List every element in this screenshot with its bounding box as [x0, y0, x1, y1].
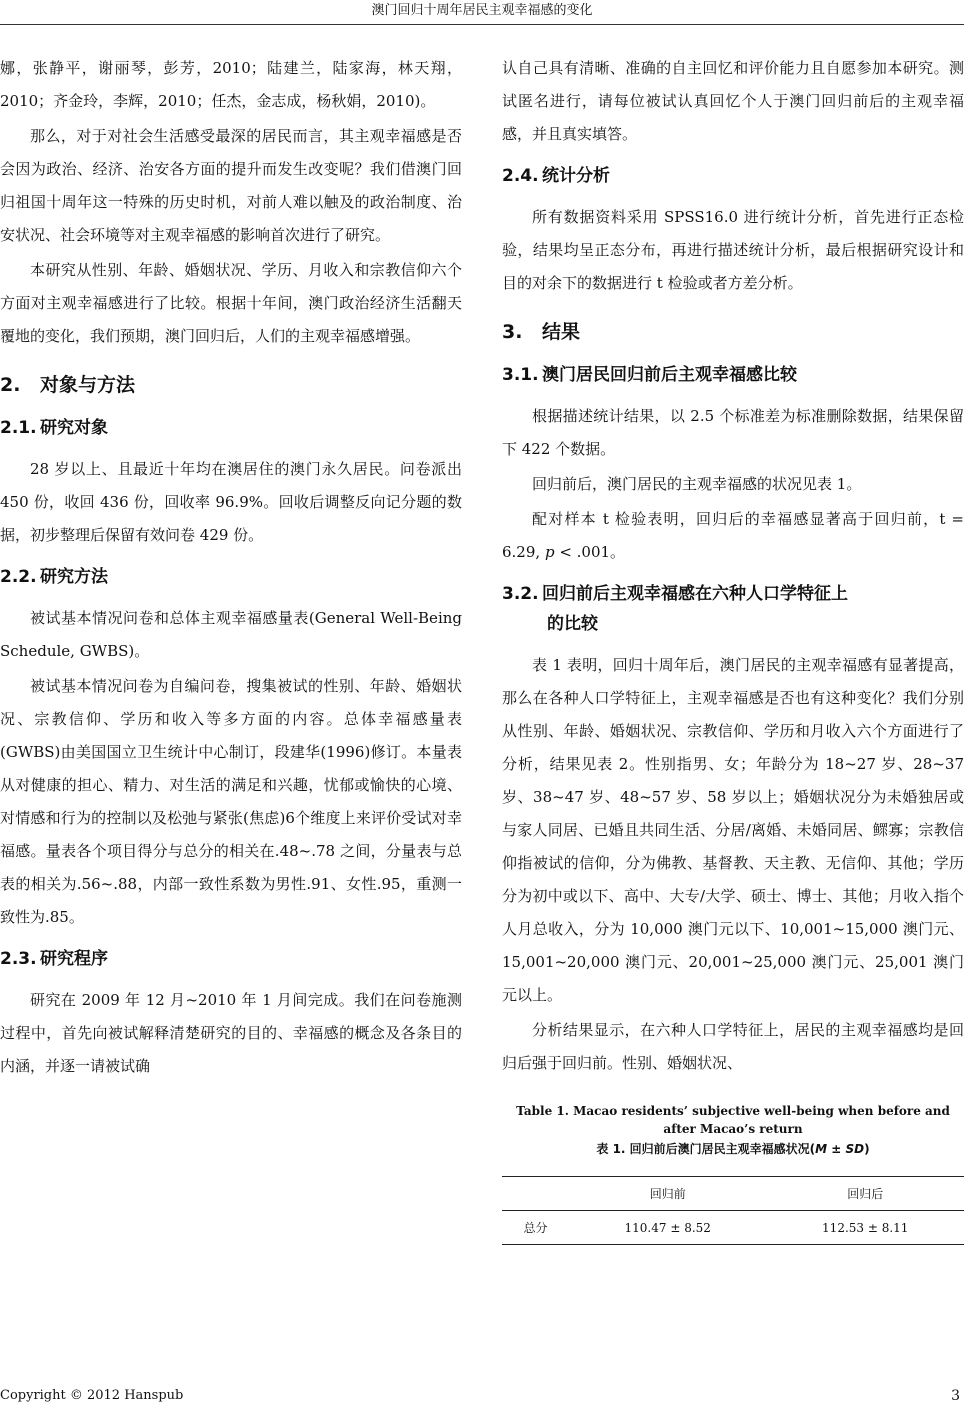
subsection-title-continued: 的比较	[547, 614, 598, 634]
caption-mean-symbol: M	[815, 1142, 828, 1156]
subsection-number: 2.2.	[0, 567, 37, 587]
subsection-heading	[0, 562, 462, 592]
paragraph: 被试基本情况问卷和总体主观幸福感量表(General Well-Being Schedule, GWBS)。	[0, 609, 462, 660]
subsection-title: 研究程序	[40, 949, 108, 969]
subsection-title: 研究对象	[40, 418, 108, 438]
paragraph: 所有数据资料采用 SPSS16.0 进行统计分析，首先进行正态检验，结果均呈正态分布，再进行描述统计分析，最后根据研究设计和目的对余下的数据进行 t 检验或者方差分析。	[502, 208, 964, 292]
page-number: 3	[951, 1388, 960, 1404]
subsection-number: 2.1.	[0, 418, 37, 438]
running-head: 澳门回归十周年居民主观幸福感的变化	[371, 3, 593, 18]
caption-plusminus: ±	[827, 1142, 846, 1156]
paragraph: 根据描述统计结果，以 2.5 个标准差为标准删除数据，结果保留下 422 个数据。	[502, 407, 964, 458]
caption-text: 表 1. 回归前后澳门居民主观幸福感状况	[596, 1142, 810, 1156]
paragraph: 回归前后，澳门居民的主观幸福感的状况见表 1。	[532, 475, 862, 493]
copyright-notice: Copyright © 2012 Hanspub	[0, 1388, 184, 1403]
subsection-heading	[502, 360, 964, 390]
p-symbol: p	[544, 543, 555, 561]
left-column	[0, 52, 462, 1085]
subsection-title: 统计分析	[542, 166, 610, 186]
subsection-heading	[0, 413, 462, 443]
subsection-heading	[502, 579, 964, 639]
table-header-cell: 回归前	[649, 1187, 686, 1201]
table-cell: 110.47 ± 8.52	[624, 1220, 711, 1235]
subsection-title: 研究方法	[40, 567, 108, 587]
paragraph: 表 1 表明，回归十周年后，澳门居民的主观幸福感有显著提高，那么在各种人口学特征上，主观幸福感是否也有这种变化？我们分别从性别、年龄、婚姻状况、宗教信仰、学历和月收入六个方面进行了分析，结果见表 2。性别指男、女；年龄分为 18~27 岁、28~37 岁、38~47 岁、48~57 岁、58 岁以上；婚姻状况分为未婚独居或与家人同居、已婚且共同生活、分居/离婚、未婚同居、鳏寡；宗教信仰指被试的信仰，分为佛教、基督教、天主教、无信仰、其他；学历分为初中或以下、高中、大专/大学、硕士、博士、其他；月收入指个人月总收入，分为 10,000 澳门元以下、10,001~15,000 澳门元、15,001~20,000 澳门元、20,001~25,000 澳门元、25,001 澳门元以上。	[502, 656, 964, 1004]
paragraph: 被试基本情况问卷为自编问卷，搜集被试的性别、年龄、婚姻状况、宗教信仰、学历和收入等多方面的内容。总体幸福感量表(GWBS)由美国国立卫生统计中心制订，段建华(1996)修订。本量表从对健康的担心、精力、对生活的满足和兴趣，忧郁或愉快的心境、对情感和行为的控制以及松弛与紧张(焦虑)6个维度上来评价受试对幸福感。量表各个项目得分与总分的相关在.48~.78 之间，分量表与总表的相关为.56~.88，内部一致性系数为男性.91、女性.95，重测一致性为.85。	[0, 677, 462, 926]
section-heading	[502, 318, 964, 346]
table-1	[502, 1176, 964, 1245]
subsection-heading	[0, 944, 462, 974]
table-header-cell	[502, 1177, 569, 1211]
table-row	[502, 1211, 964, 1245]
subsection-number: 2.3.	[0, 949, 37, 969]
paragraph	[502, 503, 964, 569]
paragraph: 那么，对于对社会生活感受最深的居民而言，其主观幸福感是否会因为政治、经济、治安各方面的提升而发生改变呢？我们借澳门回归祖国十周年这一特殊的历史时机，对前人难以触及的政治制度、治安状况、社会环境等对主观幸福感的影响首次进行了研究。	[0, 127, 462, 244]
subsection-number: 3.1.	[502, 365, 539, 385]
text-run: < .001。	[554, 543, 626, 561]
table-header-cell: 回归后	[847, 1187, 884, 1201]
subsection-number: 3.2.	[502, 584, 539, 604]
caption-paren: (	[809, 1142, 816, 1156]
paragraph: 28 岁以上、且最近十年均在澳居住的澳门永久居民。问卷派出 450 份，收回 436 份，回收率 96.9%。回收后调整反向记分题的数据，初步整理后保留有效问卷 429 份。	[0, 460, 462, 544]
right-column	[502, 52, 964, 1245]
subsection-number: 2.4.	[502, 166, 539, 186]
text-run: 配对样本 t 检验表明，回归后的幸福感显著高于回归前，t = 6.29,	[502, 510, 964, 561]
table-cell: 总分	[523, 1221, 548, 1235]
table-caption-english: Table 1. Macao residents’ subjective well-being when before and after Macao’s return	[516, 1104, 950, 1136]
section-number: 3.	[502, 321, 523, 343]
section-number: 2.	[0, 374, 21, 396]
paragraph: 分析结果显示，在六种人口学特征上，居民的主观幸福感均是回归后强于回归前。性别、婚姻状况、	[502, 1021, 964, 1072]
caption-sd-symbol: SD	[845, 1142, 865, 1156]
header-rule	[0, 24, 964, 25]
section-title: 对象与方法	[40, 374, 136, 396]
caption-paren: )	[864, 1142, 870, 1156]
table-cell: 112.53 ± 8.11	[822, 1220, 909, 1235]
paragraph: 研究在 2009 年 12 月~2010 年 1 月间完成。我们在问卷施测过程中，首先向被试解释清楚研究的目的、幸福感的概念及各条目的内涵，并逐一请被试确	[0, 991, 462, 1075]
paragraph: 认自己具有清晰、准确的自主回忆和评价能力且自愿参加本研究。测试匿名进行，请每位被试认真回忆个人于澳门回归前后的主观幸福感，并且真实填答。	[502, 59, 964, 143]
subsection-title: 回归前后主观幸福感在六种人口学特征上	[542, 584, 848, 604]
subsection-title: 澳门居民回归前后主观幸福感比较	[542, 365, 797, 385]
subsection-heading	[502, 161, 964, 191]
section-heading	[0, 371, 462, 399]
paragraph: 本研究从性别、年龄、婚姻状况、学历、月收入和宗教信仰六个方面对主观幸福感进行了比较。根据十年间，澳门政治经济生活翻天覆地的变化，我们预期，澳门回归后，人们的主观幸福感增强。	[0, 261, 462, 345]
table-caption-chinese	[502, 1138, 964, 1160]
paragraph-citations: 娜，张静平，谢丽琴，彭芳，2010；陆建兰，陆家海，林天翔，2010；齐金玲，李辉，2010；任杰，金志成，杨秋娟，2010)。	[0, 59, 462, 110]
table-header-row	[502, 1177, 964, 1211]
section-title: 结果	[542, 321, 581, 343]
